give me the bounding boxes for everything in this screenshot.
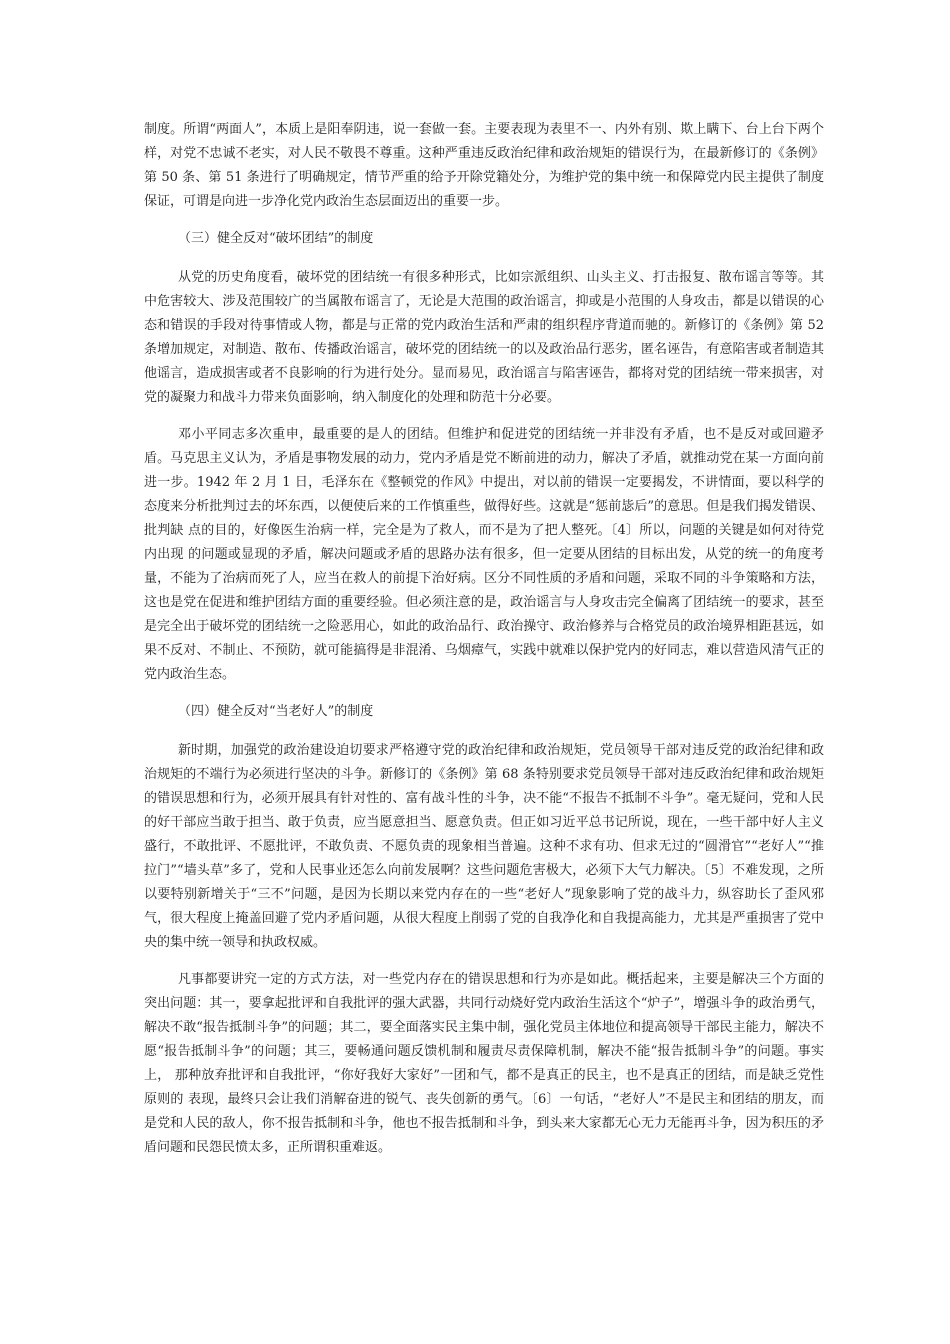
body-paragraph: 凡事都要讲究一定的方式方法，对一些党内存在的错误思想和行为亦是如此。概括起来，主要是解决三个方面的 突出问题：其一，要拿起批评和自我批评的强大武器，共同行动烧好党内政治生活这个“炉子”，增强斗争的政治勇气， 解决不敢“报告抵制斗争”的问题；其二，要全面落实民主集中制，强化党员主体地位和提高领导干部民主能力，解决不 愿“报告抵制斗争”的问题；其三，要畅通问题反馈机制和履责尽责保障机制，解决不能“报告抵制斗争”的问题。事实上， 那种放弃批评和自我批评，“你好我好大家好”一团和气，都不是真正的民主，也不是真正的团结，而是缺乏党性原则的 表现，最终只会让我们消解奋进的锐气、丧失创新的勇气。〔6〕一句话，“老好人”不是民主和团结的朋友，而是党和人民的敌人，你不报告抵制和斗争，他也不报告抵制和斗争，到头来大家都无心无力无能再斗争，因为积压的矛盾问题和民怨民愤太多，正所谓积重难返。 bbox=[144, 972, 824, 1155]
document-page bbox=[144, 118, 824, 1173]
body-paragraph: 新时期，加强党的政治建设迫切要求严格遵守党的政治纪律和政治规矩，党员领导干部对违反党的政治纪律和政治规矩的不端行为必须进行坚决的斗争。新修订的《条例》第 68 条特别要求党员领导干部对违反政治纪律和政治规矩的错误思想和行为，必须开展具有针对性的、富有战斗性的斗争，决不能“不报告不抵制不斗争”。毫无疑问，党和人民的好干部应当敢于担当、敢于负责，应当愿意担当、愿意负责。但正如习近平总书记所说，现在，一些干部中好人主义盛行，不敢批评、不愿批评，不敢负责、不愿负责的现象相当普遍。这种不求有功、但求无过的“圆滑官”“老好人”“推拉门”“墙头草”多了，党和人民事业还怎么向前发展啊？这些问题危害极大，必须下大气力解决。〔5〕不难发现，之所以要特别新增关于“三不”问题，是因为长期以来党内存在的一些“老好人”现象影响了党的战斗力，纵容助长了歪风邪气，很大程度上掩盖回避了党内矛盾问题，从很大程度上削弱了党的自我净化和自我提高能力，尤其是严重损害了党中央的集中统一领导和执政权威。 bbox=[144, 743, 824, 950]
body-paragraph: 制度。所谓“两面人”，本质上是阳奉阴违，说一套做一套。主要表现为表里不一、内外有别、欺上瞒下、台上台下两个样，对党不忠诚不老实，对人民不敬畏不尊重。这种严重违反政治纪律和政治规矩的错误行为，在最新修订的《条例》第 50 条、第 51 条进行了明确规定，情节严重的给予开除党籍处分，为维护党的集中统一和保障党内民主提供了制度保证，可谓是向进一步净化党内政治生态层面迈出的重要一步。 bbox=[144, 122, 824, 209]
section-heading: （三）健全反对“破坏团结”的制度 bbox=[178, 231, 374, 246]
section-heading: （四）健全反对“当老好人”的制度 bbox=[178, 704, 374, 719]
body-paragraph: 邓小平同志多次重申，最重要的是人的团结。但维护和促进党的团结统一并非没有矛盾，也不是反对或回避矛盾。马克思主义认为，矛盾是事物发展的动力，党内矛盾是党不断前进的动力，解决了矛盾，就推动党在某一方面向前进一步。1942 年 2 月 1 日，毛泽东在《整顿党的作风》中提出，对以前的错误一定要揭发，不讲情面，要以科学的态度来分析批判过去的坏东西，以便使后来的工作慎重些，做得好些。这就是“惩前毖后”的意思。但是我们揭发错误、批判缺 点的目的，好像医生治病一样，完全是为了救人，而不是为了把人整死。〔4〕所以，问题的关键是如何对待党内出现 的问题或显现的矛盾，解决问题或矛盾的思路办法有很多，但一定要从团结的目标出发，从党的统一的角度考量，不能为了治病而死了人，应当在救人的前提下治好病。区分不同性质的矛盾和问题，采取不同的斗争策略和方法，这也是党在促进和维护团结方面的重要经验。但必须注意的是，政治谣言与人身攻击完全偏离了团结统一的要求，甚至是完全出于破坏党的团结统一之险恶用心，如此的政治品行、政治操守、政治修养与合格党员的政治境界相距甚远，如果不反对、不制止、不预防，就可能搞得是非混淆、乌烟瘴气，实践中就难以保护党内的好同志，难以营造风清气正的党内政治生态。 bbox=[144, 427, 824, 682]
body-paragraph: 从党的历史角度看，破坏党的团结统一有很多种形式，比如宗派组织、山头主义、打击报复、散布谣言等等。其中危害较大、涉及范围较广的当属散布谣言了，无论是大范围的政治谣言，抑或是小范围的人身攻击，都是以错误的心态和错误的手段对待事情或人物，都是与正常的党内政治生活和严肃的组织程序背道而驰的。新修订的《条例》第 52 条增加规定，对制造、散布、传播政治谣言，破坏党的团结统一的以及政治品行恶劣，匿名诬告，有意陷害或者制造其他谣言，造成损害或者不良影响的行为进行处分。显而易见，政治谣言与陷害诬告，都将对党的团结统一带来损害，对党的凝聚力和战斗力带来负面影响，纳入制度化的处理和防范十分必要。 bbox=[144, 270, 824, 405]
